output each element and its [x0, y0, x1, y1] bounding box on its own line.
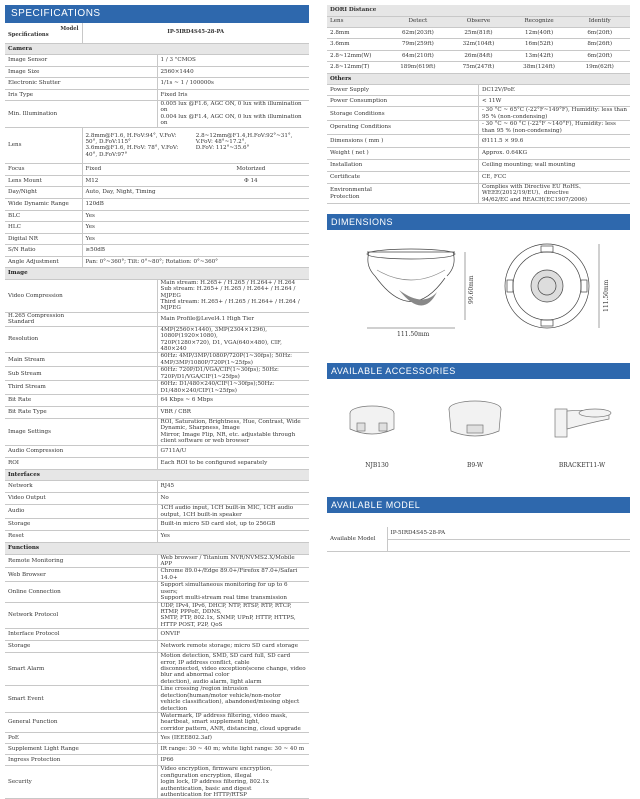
spec-table [5, 23, 309, 44]
spec-key: Day/Night [5, 187, 82, 199]
dori-title-row [327, 5, 630, 16]
spec-key: Storage [5, 519, 157, 531]
dori-cell: 32m(104ft) [448, 39, 509, 51]
spec-key: Wide Dynamic Range [5, 199, 82, 211]
spec-value: G711A/U [157, 445, 309, 457]
spec-value: Yes (IEEE802.3af) [157, 733, 309, 744]
table-header-row [5, 23, 309, 43]
spec-key: Resolution [5, 326, 157, 353]
spec-value: ROI, Saturation, Brightness, Hue, Contrast, Wide Dynamic, Sharpness, Image Mirror, Image Flip, NR, etc. adjustable through client software or web browser [157, 419, 309, 446]
spec-key: Remote Monitoring [5, 554, 157, 568]
focus-motorized: Motorized [236, 166, 266, 173]
section-title-row [5, 44, 309, 55]
spec-value: Chrome 89.0+/Edge 89.0+/Firefox 87.0+/Safari 14.0+ [157, 568, 309, 582]
accessory-njb130-image [350, 406, 394, 434]
spec-value: Line crossing /region intrusion detection(human/motor vehicle/non-motor vehicle classification), abandoned/missing object detection [157, 686, 309, 713]
spec-key: Angle Adjustment [5, 256, 82, 268]
spec-key: HLC [5, 222, 82, 234]
spec-value: Yes [157, 531, 309, 543]
accessories-gallery [327, 379, 630, 489]
dori-cell: 13m(42ft) [509, 50, 570, 62]
spec-key: Network [5, 481, 157, 493]
spec-key: Weight ( net ) [327, 148, 479, 160]
dori-cell: 2.8~12mm(T) [327, 62, 388, 74]
spec-value: IR range: 30 ~ 40 m; white light range: 30 ~ 40 m [157, 744, 309, 755]
dori-cell: 79m(259ft) [388, 39, 449, 51]
dori-cell: 25m(81ft) [448, 27, 509, 39]
spec-value: IP66 [157, 755, 309, 766]
lens-motorized: 2.8~12mm@F1.4,H.FoV:92°~31°, V.FoV: 48°~17.2°, D.FoV: 112°~35.6° [195, 132, 293, 152]
spec-value: Yes [82, 210, 309, 222]
dori-cell: 38m(124ft) [509, 62, 570, 74]
spec-key: Online Connection [5, 582, 157, 602]
dim-height-label: 99.60mm [468, 275, 475, 305]
dori-cell: 2.8~12mm(W) [327, 50, 388, 62]
model-value: IP-5IRD4S45-28-PA [82, 23, 309, 43]
available-model-value: IP-5IRD4S45-28-PA [387, 527, 630, 539]
model-spec-label-cell [5, 23, 82, 43]
accessory-bracket11w-image [555, 409, 611, 437]
model-row-top [327, 527, 630, 539]
spec-row [327, 96, 630, 107]
spec-value: Network remote storage; micro SD card storage [157, 641, 309, 653]
dori-cell: 12m(40ft) [509, 27, 570, 39]
spec-row [5, 554, 309, 568]
spec-key: PoE [5, 733, 157, 744]
spec-row [5, 686, 309, 713]
right-column [327, 5, 630, 552]
spec-value: Main Profile@Level4.1 High Tier [157, 312, 309, 326]
focus-fixed: Fixed [85, 166, 102, 173]
accessories-banner: AVAILABLE ACCESSORIES [327, 363, 630, 379]
dori-cell: 3.6mm [327, 39, 388, 51]
spec-value: Auto, Day, Night, Timing [82, 187, 309, 199]
spec-label: Specifications [8, 31, 49, 38]
lens-values [82, 128, 309, 164]
spec-row [5, 245, 309, 257]
dori-header: Recognize [509, 16, 570, 27]
spec-row [5, 326, 309, 353]
model-label: Model [60, 25, 79, 32]
spec-key: Focus [5, 164, 82, 176]
accessory-b9w-image [449, 401, 501, 436]
spec-row [5, 233, 309, 245]
spec-row [5, 505, 309, 519]
spec-key: Lens Mount [5, 175, 82, 187]
spec-value: 120dB [82, 199, 309, 211]
dori-cell: 8m(26ft) [569, 39, 630, 51]
spec-row [5, 602, 309, 629]
spec-row [5, 312, 309, 326]
spec-row [5, 78, 309, 90]
lens-fixed: 2.8mm@F1.6, H.FoV:94°, V.FoV: 50°, D.FoV:115° 3.6mm@F1.6, H.FoV: 78°, V.FoV: 40°, D.FoV:97° [85, 132, 179, 158]
lens-mount-values [82, 175, 309, 187]
spec-row [5, 712, 309, 732]
spec-key: Main Stream [5, 353, 157, 367]
spec-value: 2560×1440 [157, 66, 309, 78]
spec-key: Security [5, 766, 157, 799]
spec-value: 1/1s ~ 1 / 100000s [157, 78, 309, 90]
spec-value: 60Hz: 4MP/3MP/1080P/720P(1~30fps); 50Hz: 4MP/3MP/1080P/720P(1~25fps) [157, 353, 309, 367]
spec-row [5, 407, 309, 419]
spec-key: Certificate [327, 172, 479, 184]
camera-table [5, 44, 309, 128]
accessory-label-njb130: NJB130 [365, 462, 389, 470]
spec-row [5, 367, 309, 381]
specifications-column [5, 5, 309, 799]
spec-value: Support simultaneous monitoring for up to 6 users; Support multi-stream real time transmission [157, 582, 309, 602]
spec-value: CE, FCC [479, 172, 631, 184]
lens-table [5, 128, 309, 188]
spec-value: RJ45 [157, 481, 309, 493]
spec-row [5, 519, 309, 531]
spec-key: Electronic Shutter [5, 78, 157, 90]
lens-mount-motorized: Φ 14 [244, 177, 258, 184]
spec-value: < 11W [479, 96, 631, 107]
spec-value: - 30 °C ~ 65°C (-22°F~149°F), Humidity: less than 95 % (non-condensing) [479, 107, 631, 121]
spec-value: Ø111.5 × 99.6 [479, 135, 631, 148]
spec-value: UDP, IPv4, IPv6, DHCP, NTP, RTSP, RTP, RTCP, RTMP, PPPoE, DDNS, SMTP, FTP, 802.1x, SNMP, UPnP, HTTP, HTTPS, HTTP POST, P2P, QoS [157, 602, 309, 629]
spec-row [5, 481, 309, 493]
dimensions-banner: DIMENSIONS [327, 214, 630, 230]
spec-key: Image Settings [5, 419, 157, 446]
spec-key: Image Size [5, 66, 157, 78]
interfaces-table [5, 470, 309, 543]
spec-row [5, 629, 309, 641]
spec-key: Audio Compression [5, 445, 157, 457]
spec-key: Power Supply [327, 85, 479, 96]
spec-key: Installation [327, 160, 479, 172]
spec-value: 60Hz: D1/480×240/CIF(1~30fps);50Hz: D1/480×240/CIF(1~25fps) [157, 381, 309, 395]
spec-row [5, 755, 309, 766]
spec-row [327, 121, 630, 135]
spec-row [5, 381, 309, 395]
spec-value: Approx. 0.64KG [479, 148, 631, 160]
available-model-label: Available Model [327, 527, 387, 551]
spec-value: ≥50dB [82, 245, 309, 257]
spec-row [5, 222, 309, 234]
spec-row [5, 531, 309, 543]
spec-row [327, 148, 630, 160]
spec-value: Web browser / Titanium NVR/NVMS2.X/Mobile APP [157, 554, 309, 568]
spec-key: Web Browser [5, 568, 157, 582]
dimension-diagram [327, 230, 630, 345]
dori-row [327, 39, 630, 51]
spec-value: 1 / 3 "CMOS [157, 55, 309, 67]
spec-key: Lens [5, 128, 82, 164]
lens-mount-row [5, 175, 309, 187]
spec-key: ROI [5, 457, 157, 469]
spec-key: Environmental Protection [327, 184, 479, 204]
spec-key: Dimensions ( mm ) [327, 135, 479, 148]
spec-row [5, 199, 309, 211]
spec-key: Video Compression [5, 279, 157, 312]
spec-row [327, 107, 630, 121]
spec-value: Fixed Iris [157, 89, 309, 101]
spec-key: Third Stream [5, 381, 157, 395]
section-title: Interfaces [5, 470, 309, 481]
camera-table-continued [5, 187, 309, 268]
spec-key: Supplement Light Range [5, 744, 157, 755]
spec-row [5, 210, 309, 222]
dori-header: Identify [569, 16, 630, 27]
dome-lens-shadow [399, 290, 437, 306]
spec-row [5, 419, 309, 446]
section-title-row [5, 470, 309, 481]
dori-cell: 189m(619ft) [388, 62, 449, 74]
spec-row [5, 279, 309, 312]
available-model-empty [387, 539, 630, 551]
spec-value: 1CH audio input, 1CH built-in MIC, 1CH audio output, 1CH built-in speaker [157, 505, 309, 519]
spec-key: Smart Event [5, 686, 157, 713]
accessory-label-b9w: B9-W [466, 462, 484, 470]
dori-header: Lens [327, 16, 388, 27]
spec-key: Bit Rate [5, 395, 157, 407]
functions-table [5, 543, 309, 799]
spec-key: H.265 Compression Standard [5, 312, 157, 326]
section-title: Image [5, 268, 309, 279]
spec-value: Pan: 0°~360°; Tilt: 0°~80°; Rotation: 0°~360° [82, 256, 309, 268]
spec-value: 4MP(2560×1440), 3MP(2304×1296), 1080P(1920×1080), 720P(1280×720), D1, VGA(640×480), CIF, 480×240 [157, 326, 309, 353]
spec-value: No [157, 493, 309, 505]
section-title: Camera [5, 44, 309, 55]
spec-key: General Function [5, 712, 157, 732]
spec-value: 0.005 lux @F1.6, AGC ON, 0 lux with illumination on 0.004 lux @F1.4, AGC ON, 0 lux with illumination on [157, 101, 309, 128]
spec-key: Video Output [5, 493, 157, 505]
others-table [327, 74, 630, 204]
dim-width-label: 111.50mm [397, 331, 430, 339]
focus-row [5, 164, 309, 176]
spec-row [5, 66, 309, 78]
lens-row [5, 128, 309, 164]
spec-row [5, 256, 309, 268]
spec-row [5, 493, 309, 505]
dori-row [327, 50, 630, 62]
spec-value: Motion detection, SMD, SD card full, SD card error, IP address conflict, cable disconnected, video exception(scene change, video blur and abnormal color detection), audio alarm, light alarm [157, 653, 309, 686]
available-model-table [327, 527, 630, 552]
spec-row [5, 582, 309, 602]
dori-row [327, 62, 630, 74]
focus-values [82, 164, 309, 176]
dome-base-ellipse [367, 249, 455, 259]
spec-key: Power Consumption [327, 96, 479, 107]
dori-header: Detect [388, 16, 449, 27]
spec-key: Digital NR [5, 233, 82, 245]
dori-cell: 26m(84ft) [448, 50, 509, 62]
spec-row [327, 172, 630, 184]
spec-key: Min. Illumination [5, 101, 157, 128]
spec-row [5, 568, 309, 582]
spec-value: Each ROI to be configured separately [157, 457, 309, 469]
section-title-row [5, 543, 309, 554]
spec-value: - 30 °C ~ 60 °C (-22°F ~140°F), Humidity: less than 95 % (non-condensing) [479, 121, 631, 135]
section-title: Functions [5, 543, 309, 554]
spec-key: Iris Type [5, 89, 157, 101]
spec-value: ONVIF [157, 629, 309, 641]
spec-key: Ingress Protection [5, 755, 157, 766]
spec-value: DC12V/PoE [479, 85, 631, 96]
spec-row [5, 733, 309, 744]
spec-row [327, 85, 630, 96]
spec-value: Built-in micro SD card slot, up to 256GB [157, 519, 309, 531]
spec-row [327, 184, 630, 204]
dori-title: DORI Distance [327, 5, 630, 16]
spec-row [5, 395, 309, 407]
dori-cell: 62m(203ft) [388, 27, 449, 39]
dori-cell: 19m(62ft) [569, 62, 630, 74]
dori-cell: 6m(20ft) [569, 50, 630, 62]
dori-row [327, 27, 630, 39]
dori-header: Observe [448, 16, 509, 27]
spec-key: Interface Protocol [5, 629, 157, 641]
spec-row [5, 445, 309, 457]
spec-key: Bit Rate Type [5, 407, 157, 419]
available-model-banner: AVAILABLE MODEL [327, 497, 630, 513]
spec-value: Complies with Directive EU RoHS、WEEE(2012/19/EU)、directive 94/62/EC and REACH(EC1907/2006) [479, 184, 631, 204]
spec-key: Reset [5, 531, 157, 543]
dimensions-drawing [327, 230, 630, 345]
spec-row [5, 55, 309, 67]
dori-cell: 64m(210ft) [388, 50, 449, 62]
spec-row [327, 160, 630, 172]
spec-value: Ceiling mounting; wall mounting [479, 160, 631, 172]
spec-value: Main stream: H.265+ / H.265 / H.264+ / H.264 Sub stream: H.265+ / H.265 / H.264+ / H.264 / MJPEG Third stream: H.265+ / H.265 / H.264+ / H.264 / MJPEG [157, 279, 309, 312]
spec-row [5, 457, 309, 469]
accessory-label-bracket11w: BRACKET11-W [558, 462, 606, 470]
spec-key: Image Sensor [5, 55, 157, 67]
spec-key: Smart Alarm [5, 653, 157, 686]
spec-key: Audio [5, 505, 157, 519]
image-table [5, 268, 309, 470]
section-title-row [327, 74, 630, 85]
spec-value: Yes [82, 222, 309, 234]
spec-value: VBR / CBR [157, 407, 309, 419]
spec-value: Yes [82, 233, 309, 245]
dori-table [327, 5, 630, 74]
spec-row [5, 653, 309, 686]
spec-key: BLC [5, 210, 82, 222]
spec-row [5, 101, 309, 128]
spec-key: Network Protocol [5, 602, 157, 629]
spec-row [5, 641, 309, 653]
specifications-banner: SPECIFICATIONS [5, 5, 309, 23]
spec-row [5, 766, 309, 799]
spec-key: S/N Ratio [5, 245, 82, 257]
spec-row [5, 187, 309, 199]
section-title-row [5, 268, 309, 279]
dori-cell: 16m(52ft) [509, 39, 570, 51]
spec-key: Sub Stream [5, 367, 157, 381]
dori-header-row [327, 16, 630, 27]
dori-cell: 2.8mm [327, 27, 388, 39]
spec-row [327, 135, 630, 148]
spec-key: Operating Conditions [327, 121, 479, 135]
spec-row [5, 89, 309, 101]
spec-key: Storage Conditions [327, 107, 479, 121]
spec-key: Storage [5, 641, 157, 653]
lens-mount-fixed: M12 [85, 177, 99, 184]
spec-row [5, 744, 309, 755]
section-title: Others [327, 74, 630, 85]
spec-value: 60Hz: 720P/D1/VGA/CIF(1~30fps); 50Hz: 720P/D1/VGA/CIF(1~25fps) [157, 367, 309, 381]
spec-row [5, 353, 309, 367]
accessory-images [327, 379, 630, 459]
spec-value: Watermark, IP address filtering, video mask, heartbeat, smart supplement light, corridor pattern, ANR, distancing, cloud upgrade [157, 712, 309, 732]
spec-value: 64 Kbps ~ 6 Mbps [157, 395, 309, 407]
dim-base-label: 111.50mm [603, 279, 610, 313]
dori-cell: 75m(247ft) [448, 62, 509, 74]
dori-cell: 6m(20ft) [569, 27, 630, 39]
spec-value: Video encryption, firmware encryption, configuration encryption, illegal login lock, IP address filtering, 802.1x authentication, basic and digest authentication for HTTP/RTSP [157, 766, 309, 799]
